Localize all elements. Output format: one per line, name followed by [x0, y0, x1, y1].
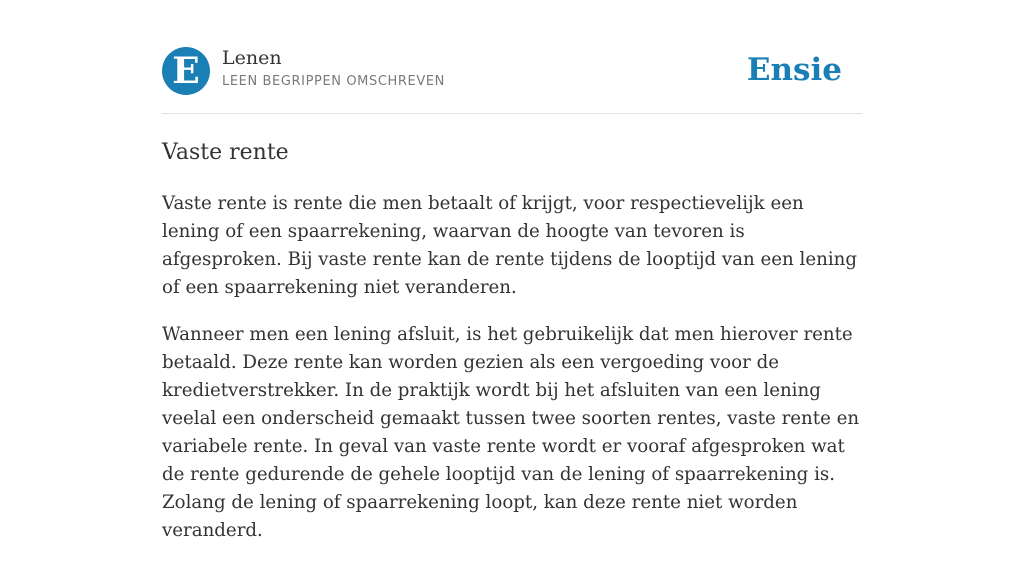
ensie-e-logo-icon[interactable]: E: [162, 47, 210, 95]
brand-logo[interactable]: Ensie: [746, 52, 842, 88]
article-paragraph-1: Vaste rente is rente die men betaalt of krijgt, voor respectievelijk een lening of een spaarrekening, waarvan de hoogte van tevoren is afgesproken. Bij vaste rente kan de rente tijdens de looptijd van een lening of een spaarrekening niet veranderen.: [162, 193, 857, 298]
source-title[interactable]: Lenen: [222, 47, 282, 69]
article-paragraph-2: Wanneer men een lening afsluit, is het gebruikelijk dat men hierover rente betaald. Deze rente kan worden gezien als een vergoeding voor de kredietverstrekker. In de praktijk wordt bij het afsluiten van een lening veelal een onderscheid gemaakt tussen twee soorten rentes, vaste rente en variabele rente. In geval van vaste rente wordt er vooraf afgesproken wat de rente gedurende de gehele looptijd van de lening of spaarrekening is. Zolang de lening of spaarrekening loopt, kan deze rente niet worden veranderd.: [162, 324, 860, 541]
header: [162, 46, 862, 96]
article: [162, 138, 864, 564]
header-divider: [162, 113, 862, 114]
source-subtitle: LEEN BEGRIPPEN OMSCHREVEN: [222, 74, 445, 89]
article-title: Vaste rente: [162, 140, 289, 165]
